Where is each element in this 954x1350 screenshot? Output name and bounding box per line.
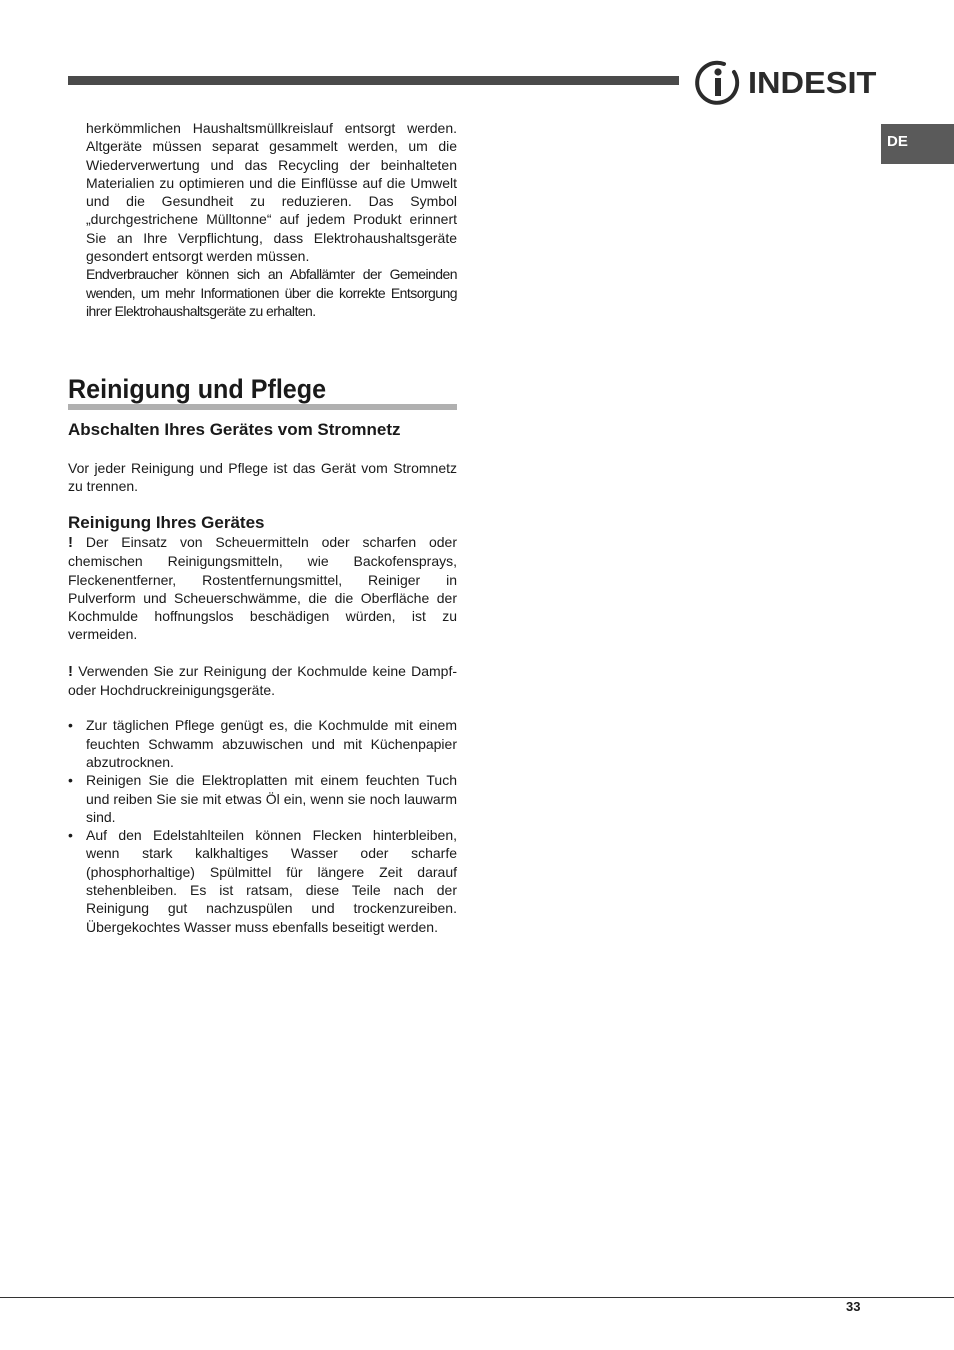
bullet-icon: • — [68, 772, 73, 789]
cleaning-tips-list — [68, 716, 457, 936]
section-title: Reinigung und Pflege — [68, 374, 327, 404]
warning-1-text: Der Einsatz von Scheuermitteln oder scharfen oder chemischen Reinigungsmitteln, wie Backofensprays, Fleckenentferner, Rostentfernungsmittel, Reiniger in Pulverform und Scheuerschwämme, die die Oberfläche der Kochmulde hoffnungslos beschädigen würden, ist zu vermeiden. — [68, 534, 458, 643]
list-item-text: Reinigen Sie die Elektroplatten mit einem feuchten Tuch und reiben Sie sie mit etwas Öl ein, wenn sie noch lauwarm sind. — [86, 772, 457, 825]
warning-mark-icon: ! — [68, 534, 73, 551]
indesit-i-icon — [694, 58, 742, 106]
subsection-power-body — [68, 459, 457, 496]
section-title-rule — [68, 404, 457, 410]
power-disconnect-text: Vor jeder Reinigung und Pflege ist das Gerät vom Stromnetz zu trennen. — [68, 460, 457, 495]
logo-wordmark: INDESIT — [748, 64, 877, 100]
footer-rule — [0, 1297, 954, 1298]
warning-2 — [68, 662, 457, 700]
list-item — [68, 771, 457, 826]
intro-block — [68, 119, 457, 320]
intro-paragraph-2 — [68, 265, 457, 320]
subsection-heading-power: Abschalten Ihres Gerätes vom Stromnetz — [68, 420, 401, 439]
list-item-text: Zur täglichen Pflege genügt es, die Kochmulde mit einem feuchten Schwamm abzuwischen und mit Küchenpapier abzutrocknen. — [86, 717, 457, 770]
intro-paragraph-2-text: Endverbraucher können sich an Abfallämter der Gemeinden wenden, um mehr Informationen über die korrekte Entsorgung ihrer Elektrohaushaltsgeräte zu erhalten. — [86, 266, 457, 319]
intro-paragraph-1: herkömmlichen Haushaltsmüllkreislauf entsorgt werden. Altgeräte müssen separat gesammelt werden, um die Wiederverwertung und das Recycling der beinhalteten Materialien zu optimieren und die Einflüsse auf die Umwelt und die Gesundheit zu reduzieren. Das Symbol „durchgestrichene Mülltonne“ auf jedem Produkt erinnert Sie an Ihre Verpflichtung, dass Elektrohaushaltsgeräte gesondert entsorgt werden müssen. — [86, 120, 457, 265]
language-tab: DE — [881, 124, 954, 164]
bullet-icon: • — [68, 717, 73, 734]
header-rule — [68, 76, 679, 85]
bullet-icon: • — [68, 827, 73, 844]
page-number: 33 — [846, 1299, 861, 1314]
subsection-heading-cleaning: Reinigung Ihres Gerätes — [68, 513, 265, 532]
list-item — [68, 826, 457, 936]
list-item-text: Auf den Edelstahlteilen können Flecken hinterbleiben, wenn stark kalkhaltiges Wasser oder scharfe (phosphorhaltige) Spülmittel für längere Zeit darauf stehenbleiben. Es ist ratsam, diese Teile nach der Reinigung gut nachzuspülen und trockenzureiben. Übergekochtes Wasser muss ebenfalls beseitigt werden. — [86, 827, 457, 935]
indesit-logo — [694, 58, 877, 106]
section-header — [68, 374, 457, 410]
warning-1 — [68, 533, 457, 644]
list-item — [68, 716, 457, 771]
warning-2-text: Verwenden Sie zur Reinigung der Kochmulde keine Dampf- oder Hochdruckreinigungsgeräte. — [68, 662, 458, 699]
warning-mark-icon: ! — [68, 662, 73, 680]
subsection-power — [68, 420, 457, 440]
subsection-cleaning — [68, 513, 457, 936]
